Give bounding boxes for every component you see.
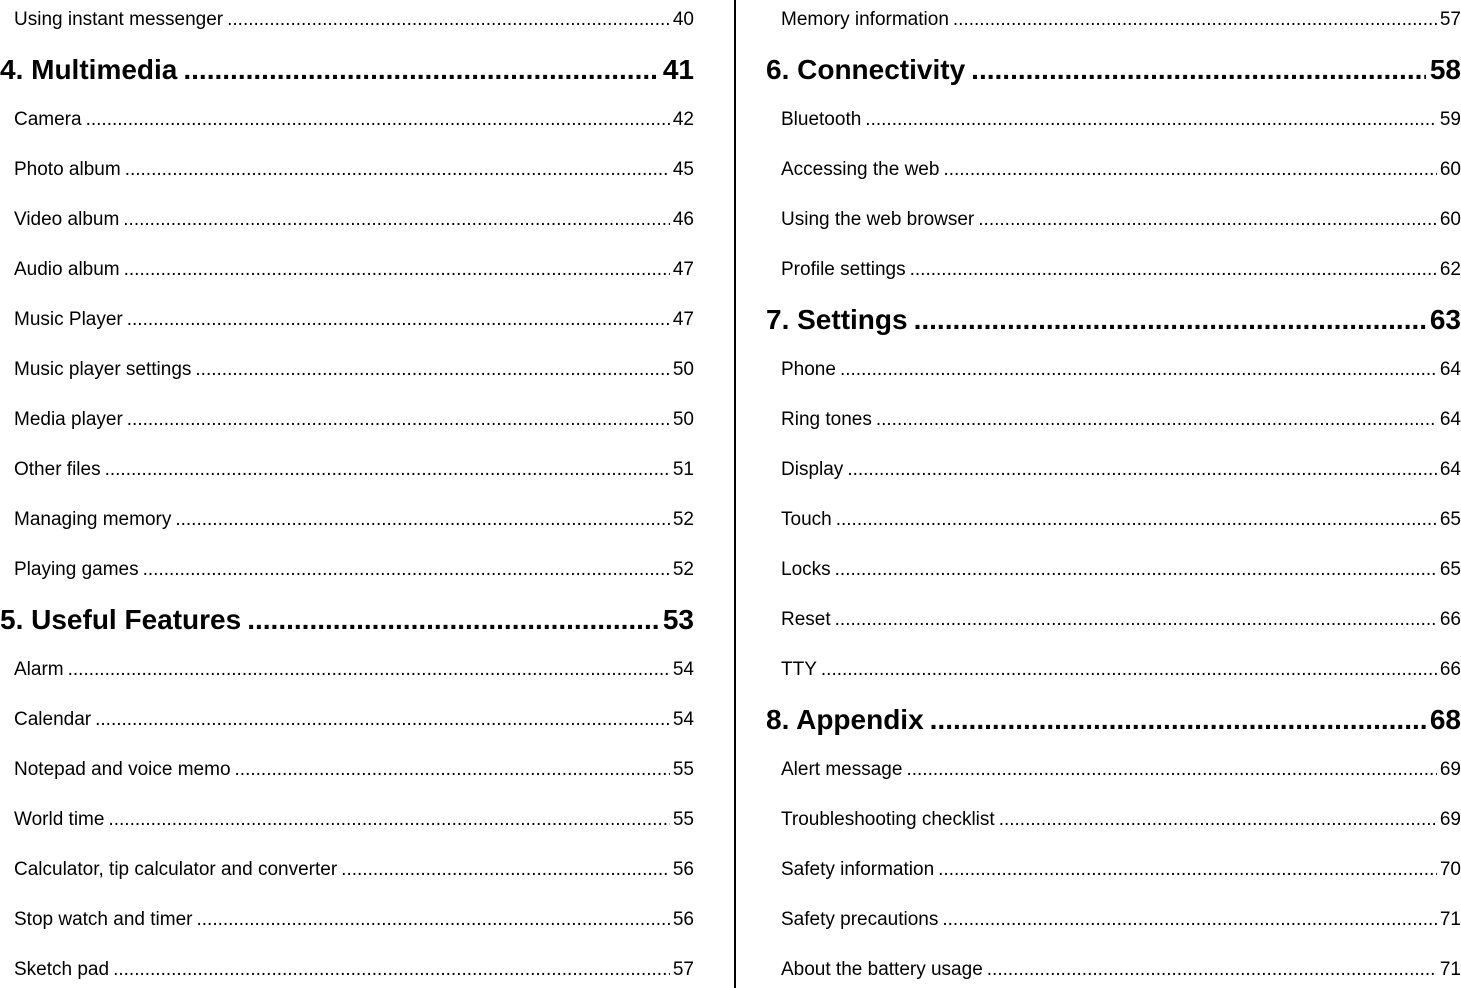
toc-entry[interactable]	[766, 408, 1461, 432]
toc-entry-label: Reset	[781, 609, 831, 630]
toc-entry-page: 52	[672, 509, 694, 530]
dot-leader	[835, 608, 1437, 632]
toc-entry-label: Touch	[781, 509, 832, 530]
toc-entry-page: 60	[1439, 209, 1461, 230]
toc-right-column	[766, 0, 1461, 988]
toc-chapter-label: 8. Appendix	[766, 704, 924, 735]
dot-leader	[938, 858, 1437, 882]
toc-entry[interactable]	[766, 208, 1461, 232]
dot-leader	[840, 358, 1437, 382]
toc-entry-label: Memory information	[781, 9, 949, 30]
toc-entry-page: 52	[672, 559, 694, 580]
toc-chapter-page: 58	[1429, 54, 1461, 85]
dot-leader	[865, 108, 1437, 132]
toc-entry[interactable]	[766, 858, 1461, 882]
toc-entry-page: 69	[1439, 809, 1461, 830]
toc-entry-label: Safety information	[781, 859, 935, 880]
toc-entry-page: 64	[1439, 359, 1461, 380]
toc-entry-page: 59	[1439, 109, 1461, 130]
dot-leader	[127, 408, 670, 432]
toc-entry[interactable]	[0, 308, 694, 332]
toc-entry[interactable]	[0, 158, 694, 182]
dot-leader	[227, 8, 670, 32]
toc-entry-label: Profile settings	[781, 259, 906, 280]
toc-entry-page: 64	[1439, 409, 1461, 430]
dot-leader	[953, 8, 1437, 32]
dot-leader	[108, 808, 669, 832]
column-divider	[734, 0, 736, 988]
toc-entry[interactable]	[0, 958, 694, 982]
toc-entry-label: Accessing the web	[781, 159, 940, 180]
toc-entry-page: 50	[672, 359, 694, 380]
toc-entry-page: 56	[672, 859, 694, 880]
toc-entry-label: Managing memory	[14, 509, 172, 530]
toc-entry-label: Photo album	[14, 159, 121, 180]
toc-entry-page: 50	[672, 409, 694, 430]
toc-entry[interactable]	[766, 258, 1461, 282]
toc-chapter-label: 6. Connectivity	[766, 54, 966, 85]
dot-leader	[821, 658, 1437, 682]
dot-leader	[95, 708, 670, 732]
toc-entry-page: 65	[1439, 559, 1461, 580]
toc-entry-label: Camera	[14, 109, 82, 130]
toc-entry-label: Using the web browser	[781, 209, 975, 230]
toc-entry[interactable]	[766, 608, 1461, 632]
toc-entry-page: 51	[672, 459, 694, 480]
dot-leader	[835, 558, 1437, 582]
toc-entry-page: 55	[672, 809, 694, 830]
toc-entry-page: 56	[672, 909, 694, 930]
dot-leader	[123, 208, 670, 232]
toc-chapter-heading[interactable]	[766, 702, 1461, 738]
toc-entry-label: Music player settings	[14, 359, 192, 380]
toc-chapter-heading[interactable]	[766, 302, 1461, 338]
toc-entry-page: 55	[672, 759, 694, 780]
toc-entry-page: 60	[1439, 159, 1461, 180]
toc-entry-label: Calculator, tip calculator and converter	[14, 859, 338, 880]
toc-entry[interactable]	[766, 958, 1461, 982]
toc-entry-label: Calendar	[14, 709, 92, 730]
toc-entry-label: Audio album	[14, 259, 120, 280]
toc-entry-page: 57	[672, 959, 694, 980]
toc-entry-page: 42	[672, 109, 694, 130]
dot-leader	[999, 808, 1437, 832]
toc-entry-page: 45	[672, 159, 694, 180]
toc-entry-page: 46	[672, 209, 694, 230]
toc-entry-label: Alarm	[14, 659, 64, 680]
toc-entry-page: 69	[1439, 759, 1461, 780]
dot-leader	[914, 302, 1426, 338]
dot-leader	[86, 108, 670, 132]
toc-entry[interactable]	[0, 358, 694, 382]
toc-chapter-label: 7. Settings	[766, 304, 908, 335]
toc-entry[interactable]	[0, 708, 694, 732]
toc-entry-page: 62	[1439, 259, 1461, 280]
dot-leader	[906, 758, 1436, 782]
toc-chapter-page: 63	[1429, 304, 1461, 335]
dot-leader	[876, 408, 1437, 432]
toc-entry[interactable]	[0, 208, 694, 232]
toc-entry-page: 66	[1439, 609, 1461, 630]
dot-leader	[143, 558, 670, 582]
toc-entry[interactable]	[0, 658, 694, 682]
dot-leader	[183, 52, 658, 88]
toc-entry[interactable]	[0, 108, 694, 132]
toc-entry[interactable]	[766, 458, 1461, 482]
toc-entry[interactable]	[766, 758, 1461, 782]
toc-entry-page: 47	[672, 309, 694, 330]
toc-entry[interactable]	[766, 8, 1461, 32]
toc-entry-label: Sketch pad	[14, 959, 110, 980]
toc-entry[interactable]	[0, 408, 694, 432]
toc-entry-page: 71	[1439, 959, 1461, 980]
toc-entry-page: 54	[672, 709, 694, 730]
toc-entry-page: 64	[1439, 459, 1461, 480]
toc-chapter-label: 4. Multimedia	[0, 54, 178, 85]
toc-entry-label: Other files	[14, 459, 101, 480]
toc-left-column	[0, 0, 694, 988]
toc-entry[interactable]	[766, 358, 1461, 382]
toc-entry-label: World time	[14, 809, 105, 830]
dot-leader	[341, 858, 670, 882]
toc-entry-label: TTY	[781, 659, 817, 680]
toc-entry-label: Phone	[781, 359, 836, 380]
toc-entry[interactable]	[0, 258, 694, 282]
toc-entry-label: Troubleshooting checklist	[781, 809, 995, 830]
toc-chapter-heading[interactable]	[0, 602, 694, 638]
dot-leader	[942, 908, 1436, 932]
toc-entry-page: 47	[672, 259, 694, 280]
toc-entry-page: 57	[1439, 9, 1461, 30]
toc-entry[interactable]	[766, 808, 1461, 832]
dot-leader	[971, 52, 1426, 88]
toc-entry[interactable]	[766, 908, 1461, 932]
dot-leader	[196, 908, 669, 932]
toc-entry-page: 54	[672, 659, 694, 680]
toc-entry-label: Music Player	[14, 309, 123, 330]
toc-entry-label: Stop watch and timer	[14, 909, 193, 930]
toc-entry-page: 66	[1439, 659, 1461, 680]
dot-leader	[836, 508, 1437, 532]
toc-entry-label: Media player	[14, 409, 123, 430]
dot-leader	[235, 758, 670, 782]
dot-leader	[175, 508, 670, 532]
dot-leader	[847, 458, 1437, 482]
toc-entry[interactable]	[0, 858, 694, 882]
toc-entry[interactable]	[0, 758, 694, 782]
toc-entry-label: Using instant messenger	[14, 9, 224, 30]
toc-entry-label: Notepad and voice memo	[14, 759, 231, 780]
dot-leader	[930, 702, 1426, 738]
dot-leader	[68, 658, 670, 682]
dot-leader	[124, 258, 670, 282]
toc-entry-page: 70	[1439, 859, 1461, 880]
toc-entry[interactable]	[0, 808, 694, 832]
toc-entry-label: Locks	[781, 559, 831, 580]
toc-entry[interactable]	[766, 108, 1461, 132]
dot-leader	[978, 208, 1437, 232]
toc-entry-label: Ring tones	[781, 409, 872, 430]
dot-leader	[195, 358, 669, 382]
toc-chapter-heading[interactable]	[0, 52, 694, 88]
toc-entry-label: About the battery usage	[781, 959, 983, 980]
dot-leader	[943, 158, 1436, 182]
toc-entry[interactable]	[766, 558, 1461, 582]
toc-entry[interactable]	[0, 558, 694, 582]
dot-leader	[127, 308, 670, 332]
toc-entry[interactable]	[0, 458, 694, 482]
toc-chapter-page: 68	[1429, 704, 1461, 735]
toc-chapter-label: 5. Useful Features	[0, 604, 242, 635]
toc-entry[interactable]	[766, 508, 1461, 532]
toc-entry[interactable]	[0, 508, 694, 532]
toc-entry[interactable]	[766, 158, 1461, 182]
toc-entry[interactable]	[0, 908, 694, 932]
toc-chapter-page: 41	[662, 54, 694, 85]
toc-entry-label: Alert message	[781, 759, 903, 780]
dot-leader	[987, 958, 1437, 982]
toc-entry-label: Video album	[14, 209, 120, 230]
dot-leader	[113, 958, 670, 982]
dot-leader	[247, 602, 659, 638]
toc-entry[interactable]	[766, 658, 1461, 682]
dot-leader	[125, 158, 670, 182]
toc-entry-label: Safety precautions	[781, 909, 939, 930]
toc-entry-page: 71	[1439, 909, 1461, 930]
toc-entry-label: Playing games	[14, 559, 139, 580]
toc-entry-page: 40	[672, 9, 694, 30]
toc-entry-page: 65	[1439, 509, 1461, 530]
toc-entry[interactable]	[0, 8, 694, 32]
toc-entry-label: Bluetooth	[781, 109, 862, 130]
toc-chapter-page: 53	[662, 604, 694, 635]
toc-chapter-heading[interactable]	[766, 52, 1461, 88]
dot-leader	[105, 458, 670, 482]
dot-leader	[910, 258, 1437, 282]
toc-entry-label: Display	[781, 459, 844, 480]
